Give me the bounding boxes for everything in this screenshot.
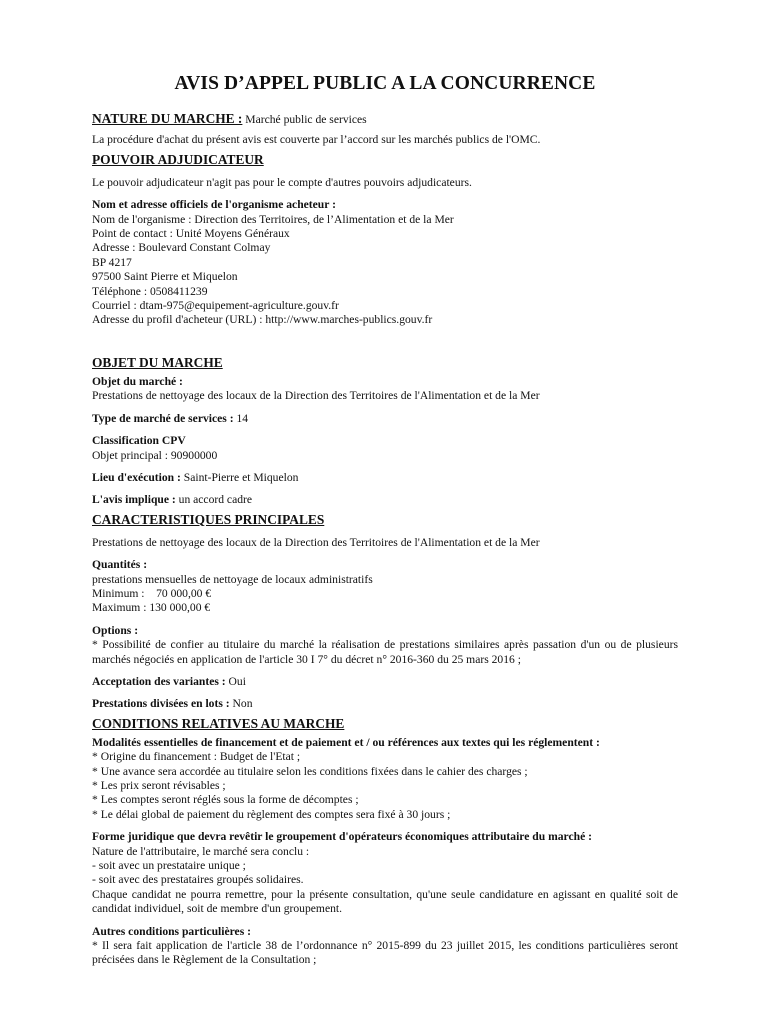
quantites-label: Quantités :	[92, 558, 148, 572]
autres-label: Autres conditions particulières :	[92, 924, 251, 938]
forme-line: - soit avec des prestataires groupés solidaires.	[92, 873, 304, 887]
modalites-label: Modalités essentielles de financement et de paiement et / ou références aux textes qui les réglementent :	[92, 735, 600, 749]
nature-line	[92, 112, 678, 127]
organisme-line: Point de contact : Unité Moyens Généraux	[92, 227, 290, 241]
nature-text: La procédure d'achat du présent avis est couverte par l’accord sur les marchés publics de l'OMC.	[92, 133, 541, 147]
organisme-subheading: Nom et adresse officiels de l'organisme acheteur :	[92, 198, 336, 212]
options-label: Options :	[92, 623, 139, 637]
forme-line: Nature de l'attributaire, le marché sera conclu :	[92, 844, 310, 858]
forme-text: Chaque candidat ne pourra remettre, pour la présente consultation, qu'une seule candidature en agissant en qualité soit de candidat individuel, soit de membre d'un groupement.	[92, 887, 678, 916]
organisme-line: Nom de l'organisme : Direction des Territoires, de l’Alimentation et de la Mer	[92, 212, 454, 226]
objet-text: Prestations de nettoyage des locaux de la Direction des Territoires de l'Alimentation et de la Mer	[92, 389, 540, 403]
variantes-value: Oui	[225, 674, 246, 688]
conditions-heading: CONDITIONS RELATIVES AU MARCHE	[92, 715, 345, 731]
organisme-address-block	[92, 213, 678, 328]
objet-heading: OBJET DU MARCHE	[92, 354, 223, 370]
organisme-line: Adresse : Boulevard Constant Colmay	[92, 241, 271, 255]
options-text: * Possibilité de confier au titulaire du marché la réalisation de prestations similaires après passation d'un ou de plusieurs marchés négociés en application de l'article 30 I 7° du décret n° 2016-360 du 25 mars 2016 ;	[92, 638, 678, 666]
caracteristiques-text: Prestations de nettoyage des locaux de la Direction des Territoires de l'Alimentation et de la Mer	[92, 535, 540, 549]
objet-label: Objet du marché :	[92, 374, 183, 388]
forme-line: - soit avec un prestataire unique ;	[92, 859, 246, 873]
modalites-item: * Origine du financement : Budget de l'Etat ;	[92, 750, 301, 764]
quantites-minimum: Minimum : 70 000,00 €	[92, 586, 212, 600]
avis-value: un accord cadre	[175, 493, 253, 507]
type-line	[92, 412, 678, 426]
pouvoir-heading: POUVOIR ADJUDICATEUR	[92, 151, 264, 167]
modalites-item: * Les prix seront révisables ;	[92, 779, 226, 792]
quantites-line: prestations mensuelles de nettoyage de locaux administratifs	[92, 572, 373, 586]
modalites-item: * Les comptes seront réglés sous la forme de décomptes ;	[92, 793, 359, 807]
caracteristiques-heading: CARACTERISTIQUES PRINCIPALES	[92, 511, 325, 527]
organisme-line: Téléphone : 0508411239	[92, 284, 208, 298]
lots-line	[92, 697, 678, 711]
lots-label: Prestations divisées en lots :	[92, 697, 230, 711]
organisme-url: Adresse du profil d'acheteur (URL) : http://www.marches-publics.gouv.fr	[92, 313, 433, 327]
quantites-block	[92, 573, 678, 616]
type-value: 14	[233, 411, 249, 425]
lieu-line	[92, 471, 678, 485]
organisme-email: Courriel : dtam-975@equipement-agriculture.gouv.fr	[92, 299, 339, 313]
cpv-label: Classification CPV	[92, 434, 186, 448]
lieu-label: Lieu d'exécution :	[92, 470, 181, 484]
modalites-item: * Le délai global de paiement du règlement des comptes sera fixé à 30 jours ;	[92, 807, 451, 821]
variantes-line	[92, 675, 678, 689]
pouvoir-text: Le pouvoir adjudicateur n'agit pas pour le compte d'autres pouvoirs adjudicateurs.	[92, 175, 472, 189]
variantes-label: Acceptation des variantes :	[92, 674, 226, 688]
cpv-text: Objet principal : 90900000	[92, 448, 218, 462]
quantites-maximum: Maximum : 130 000,00 €	[92, 601, 211, 615]
lots-value: Non	[229, 697, 253, 711]
avis-line	[92, 493, 678, 507]
autres-text: * Il sera fait application de l'article 38 de l’ordonnance n° 2015-899 du 23 juillet 2015, les conditions particulières seront précisées dans le Règlement de la Consultation ;	[92, 939, 678, 967]
organisme-line: BP 4217	[92, 255, 132, 269]
forme-list	[92, 845, 678, 888]
modalites-list	[92, 750, 678, 822]
modalites-item: * Une avance sera accordée au titulaire selon les conditions fixées dans le cahier des charges ;	[92, 764, 528, 778]
nature-value: Marché public de services	[242, 113, 367, 126]
avis-label: L'avis implique :	[92, 493, 176, 507]
nature-heading: NATURE DU MARCHE :	[92, 111, 243, 126]
type-label: Type de marché de services :	[92, 411, 234, 425]
forme-label: Forme juridique que devra revêtir le groupement d'opérateurs économiques attributaire du marché :	[92, 830, 592, 844]
document-title: AVIS D’APPEL PUBLIC A LA CONCURRENCE	[174, 73, 596, 94]
organisme-line: 97500 Saint Pierre et Miquelon	[92, 270, 238, 284]
lieu-value: Saint-Pierre et Miquelon	[180, 470, 299, 484]
